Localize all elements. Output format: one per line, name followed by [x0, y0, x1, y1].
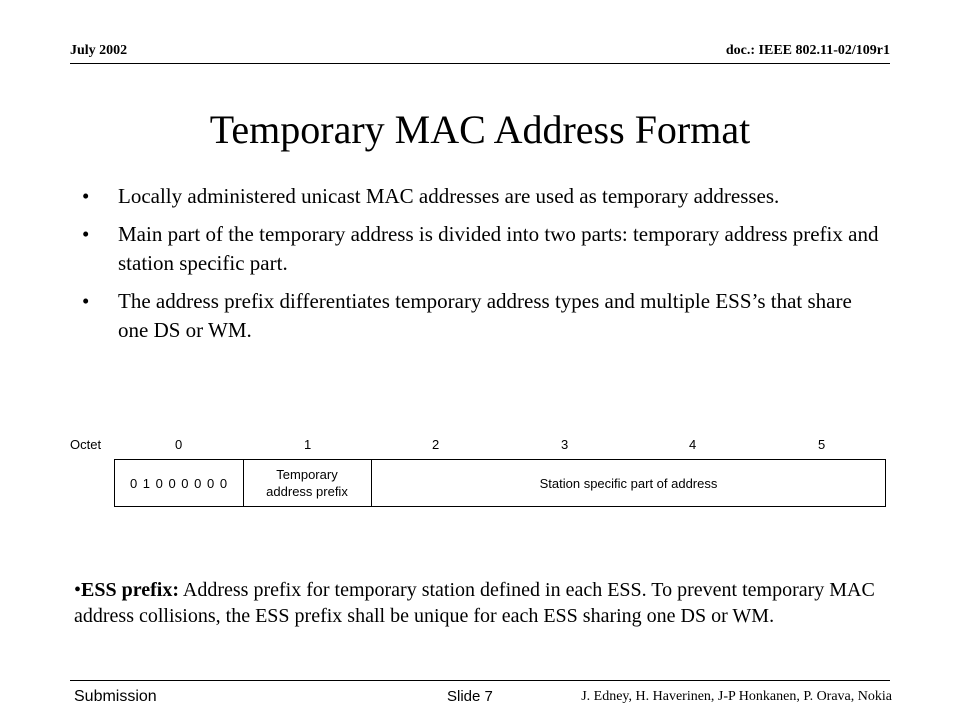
bullet-marker: •	[82, 184, 90, 208]
footer-submission: Submission	[74, 688, 157, 705]
station-field-label: Station specific part of address	[539, 475, 718, 491]
footer-slide-number: Slide 7	[447, 688, 493, 705]
octet-label: Octet	[70, 437, 102, 452]
station-specific-field	[372, 460, 885, 506]
bullet-item	[82, 182, 882, 211]
note-bullet: •	[74, 579, 82, 601]
note-term: ESS prefix:	[81, 579, 179, 601]
bullet-marker: •	[82, 222, 90, 246]
octet-number: 1	[304, 437, 312, 452]
bullet-text: The address prefix differentiates temporary address types and multiple ESS’s that share one DS or WM.	[118, 289, 852, 342]
bullet-marker: •	[82, 289, 90, 313]
note-text: Address prefix for temporary station defined in each ESS. To prevent temporary MAC address collisions, the ESS prefix shall be unique for each ESS sharing one DS or WM.	[74, 579, 875, 627]
header-date: July 2002	[70, 43, 128, 58]
bullet-text: Locally administered unicast MAC addresses are used as temporary addresses.	[118, 184, 780, 208]
ess-prefix-note	[74, 577, 890, 629]
bullet-text: Main part of the temporary address is divided into two parts: temporary address prefix and station specific part.	[118, 222, 879, 275]
octet-number: 3	[561, 437, 569, 452]
bullet-list	[82, 182, 882, 354]
header-doc-id: doc.: IEEE 802.11-02/109r1	[725, 43, 890, 58]
bullet-item	[82, 287, 882, 345]
temporary-prefix-field	[243, 460, 372, 506]
prefix-label-line1: Temporary	[276, 467, 338, 482]
address-format-diagram	[114, 459, 886, 507]
address-bits-field	[115, 460, 244, 506]
header-rule	[70, 63, 890, 64]
octet-number: 5	[818, 437, 826, 452]
address-bits-text: 0 1 0 0 0 0 0 0	[129, 475, 229, 491]
octet-number: 2	[432, 437, 440, 452]
prefix-label-line2: address prefix	[266, 484, 348, 499]
octet-number: 0	[175, 437, 183, 452]
footer-rule	[70, 680, 890, 681]
bullet-item	[82, 220, 882, 278]
slide-title: Temporary MAC Address Format	[209, 107, 751, 152]
octet-number: 4	[689, 437, 697, 452]
footer-authors: J. Edney, H. Haverinen, J-P Honkanen, P. Orava, Nokia	[581, 689, 892, 704]
